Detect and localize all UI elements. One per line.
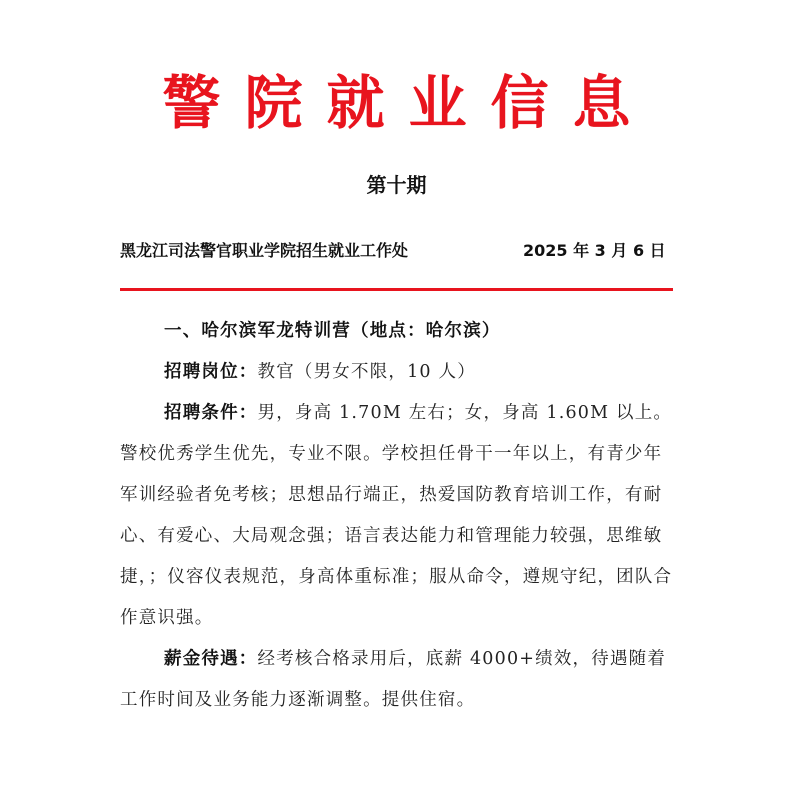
article-body [120, 311, 676, 721]
requirements-text: 男，身高 1.70M 左右；女，身高 1.60M 以上。警校优秀学生优先，专业不限。学校担任骨干一年以上，有青少年军训经验者免考核；思想品行端正，热爱国防教育培训工作，有耐心、有爱心、大局观念强；语言表达能力和管理能力较强，思维敏捷，；仪容仪表规范，身高体重标准；服从命令，遵规守纪，团队合作意识强。 [120, 403, 673, 628]
red-divider [120, 288, 673, 291]
salary-label: 薪金待遇： [164, 649, 258, 669]
issue-number: 第十期 [366, 173, 427, 197]
issuer-name: 黑龙江司法警官职业学院招生就业工作处 [120, 241, 409, 260]
requirements-label: 招聘条件： [164, 403, 258, 423]
salary-text: 经考核合格录用后，底薪 4000+绩效，待遇随着工作时间及业务能力逐渐调整。提供住宿。 [120, 649, 667, 710]
section-heading: 一、哈尔滨军龙特训营（地点：哈尔滨） [164, 321, 501, 341]
issue-date: 2025 年 3 月 6 日 [523, 241, 666, 260]
salary-paragraph [120, 639, 676, 721]
position-label: 招聘岗位： [164, 362, 258, 382]
requirements-paragraph [120, 393, 676, 639]
bulletin-title: 警院就业信息 [162, 69, 655, 137]
position-text: 教官（男女不限，10 人） [257, 362, 476, 382]
position-paragraph [120, 352, 676, 393]
